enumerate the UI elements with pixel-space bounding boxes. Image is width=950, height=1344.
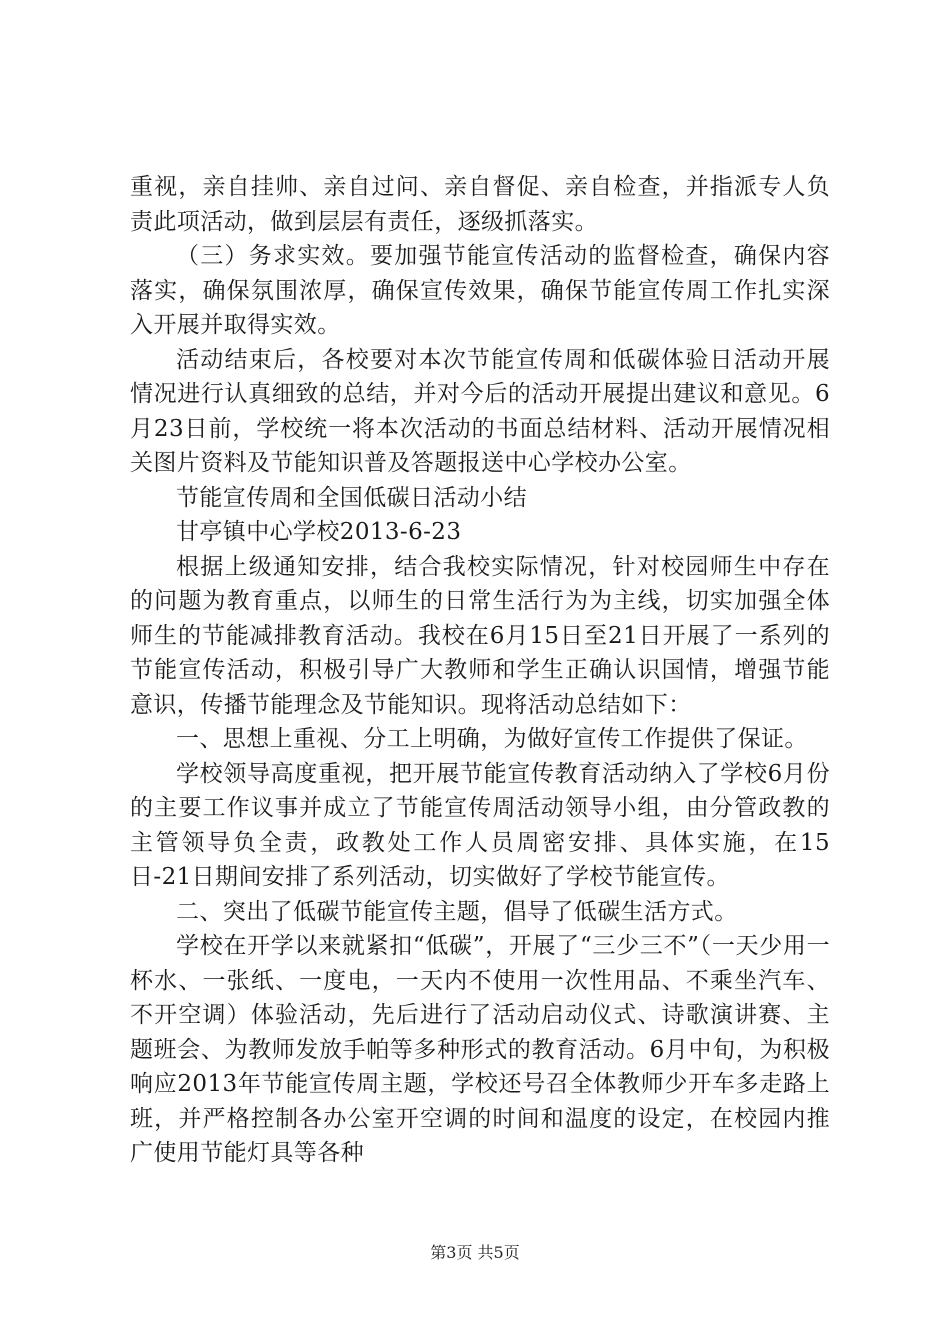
section-heading-2: 二、突出了低碳节能宣传主题，倡导了低碳生活方式。 [176,898,738,925]
section-heading-1: 一、思想上重视、分工上明确，为做好宣传工作提供了保证。 [176,726,808,752]
summary-title: 节能宣传周和全国低碳日活动小结 [176,484,527,511]
paragraph-section-2: 学校在开学以来就紧扣“低碳”，开展了“三少三不”（一天少用一杯水、一张纸、一度电，一天内不使用一次性用品、不乘坐汽车、不开空调）体验活动，先后进行了活动启动仪式、诗歌演讲赛、主题班会、为教师发放手帕等多种形式的教育活动。6月中旬，为积极响应2013年节能宣传周主题，学校还号召全体教师少开车多走路上班，并严格控制各办公室开空调的时间和温度的设定，在校园内推广使用节能灯具等各种 [130,933,830,1166]
paragraph-3: 活动结束后，各校要对本次节能宣传周和低碳体验日活动开展情况进行认真细致的总结，并对今后的活动开展提出建议和意见。6月23日前，学校统一将本次活动的书面总结材料、活动开展情况相关图片资料及节能知识普及答题报送中心学校办公室。 [130,346,830,476]
page-number-label: 第3页 共5页 [430,1243,520,1262]
page-footer [0,1240,950,1263]
paragraph-intro: 根据上级通知安排，结合我校实际情况，针对校园师生中存在的问题为教育重点，以师生的日常生活行为为主线，切实加强全体师生的节能减排教育活动。我校在6月15日至21日开展了一系列的节能宣传活动，积极引导广大教师和学生正确认识国情，增强节能意识，传播节能理念及节能知识。现将活动总结如下： [130,553,830,718]
document-body [130,170,830,1171]
paragraph-2: （三）务求实效。要加强节能宣传活动的监督检查，确保内容落实，确保氛围浓厚，确保宣传效果，确保节能宣传周工作扎实深入开展并取得实效。 [130,243,830,338]
paragraph-section-1: 学校领导高度重视，把开展节能宣传教育活动纳入了学校6月份的主要工作议事并成立了节能宣传周活动领导小组，由分管政教的主管领导负全责，政教处工作人员周密安排、具体实施，在15日-21日期间安排了系列活动，切实做好了学校节能宣传。 [130,760,830,890]
author-date-line: 甘亭镇中心学校2013-6-23 [176,519,462,545]
paragraph-1: 重视，亲自挂帅、亲自过问、亲自督促、亲自检查，并指派专人负责此项活动，做到层层有责任，逐级抓落实。 [130,174,830,235]
